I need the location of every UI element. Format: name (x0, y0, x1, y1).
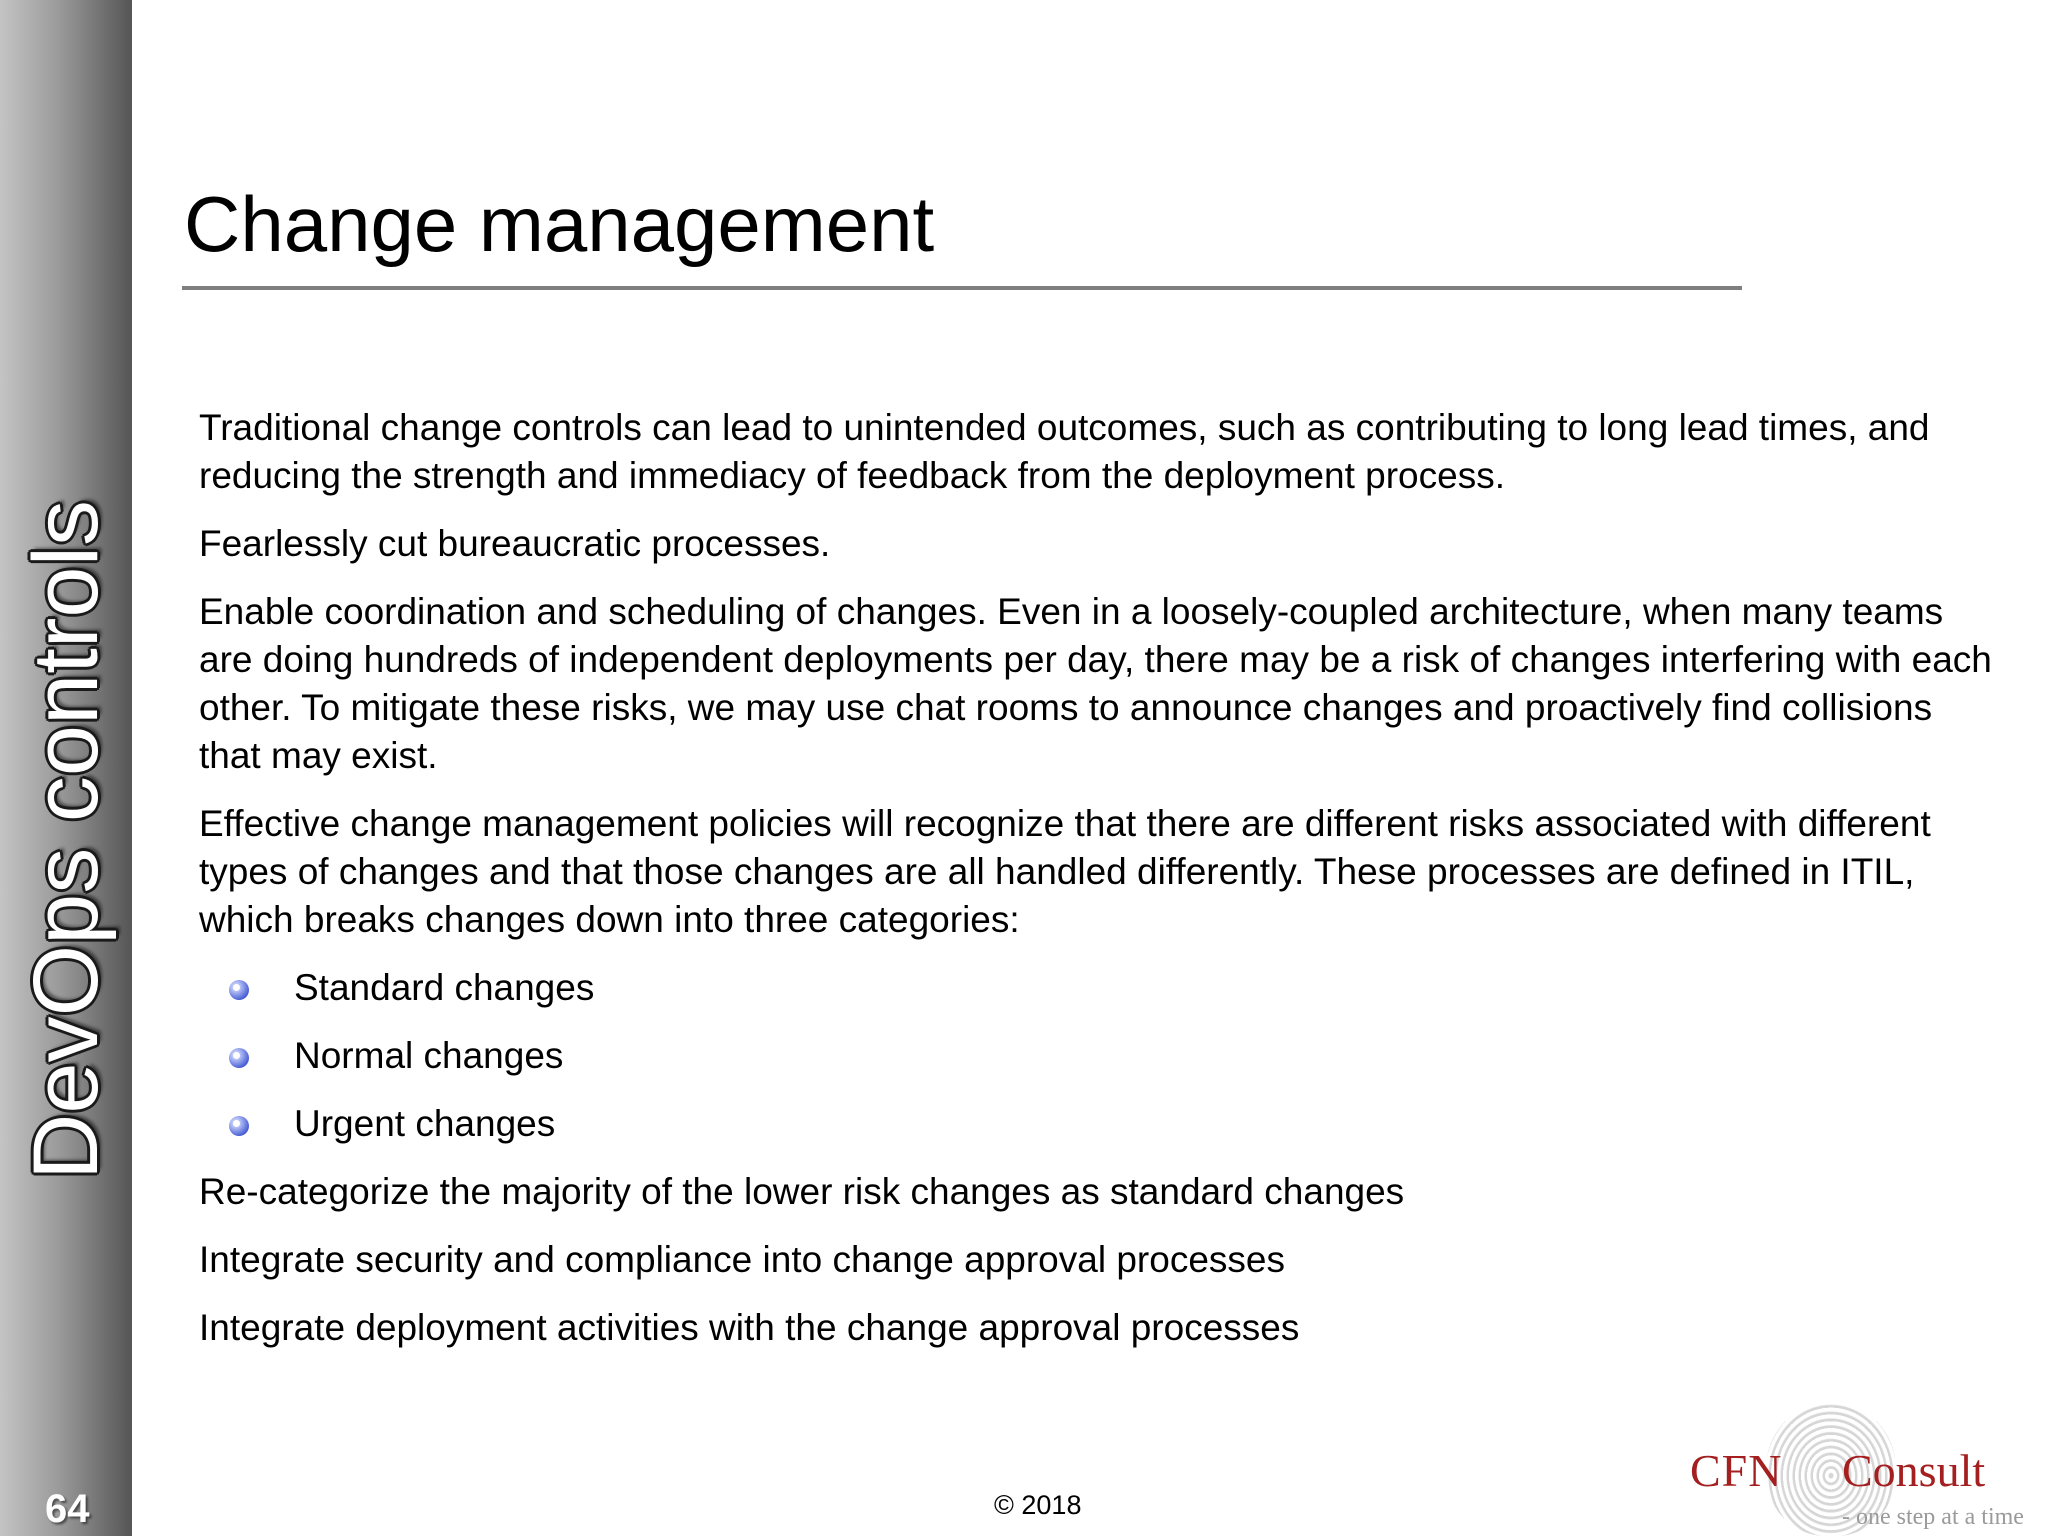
body-paragraph: Re-categorize the majority of the lower risk changes as standard changes (199, 1171, 1405, 1212)
company-logo (1690, 1400, 2048, 1536)
title-divider (182, 286, 1742, 290)
body-paragraph: Traditional change controls can lead to unintended outcomes, such as contributing to long lead times, and reducing the strength and immediacy of feedback from the deployment process. (199, 407, 1930, 496)
sidebar (0, 0, 132, 1536)
bullet-item-urgent (199, 1100, 1999, 1148)
body-paragraph: Fearlessly cut bureaucratic processes. (199, 523, 831, 564)
body-paragraph: Integrate security and compliance into change approval processes (199, 1239, 1285, 1280)
slide-title: Change management (184, 180, 935, 268)
body-paragraph: Enable coordination and scheduling of changes. Even in a loosely-coupled architecture, when many teams are doing hundreds of independent deployments per day, there may be a risk of changes interfering with each other. To mitigate these risks, we may use chat rooms to announce changes and proactively find collisions that may exist. (199, 591, 1992, 776)
bullet-label: Standard changes (294, 967, 595, 1008)
logo-text-left: CFN (1690, 1445, 1783, 1496)
body-paragraph: Integrate deployment activities with the change approval processes (199, 1307, 1300, 1348)
bullet-label: Normal changes (294, 1035, 564, 1076)
bullet-item-standard (199, 964, 1999, 1012)
bullet-item-normal (199, 1032, 1999, 1080)
bullet-label: Urgent changes (294, 1103, 556, 1144)
bullet-circle-icon (229, 980, 249, 1000)
body-paragraph: Effective change management policies will recognize that there are different risks associated with different types of changes and that those changes are all handled differently. These processes are defined in ITIL, which breaks changes down into three categories: (199, 803, 1931, 940)
bullet-circle-icon (229, 1116, 249, 1136)
logo-text-right: Consult (1842, 1445, 1986, 1496)
sidebar-section-label: DevOps controls (15, 499, 117, 1181)
bullet-circle-icon (229, 1048, 249, 1068)
copyright-notice: © 2018 (994, 1490, 1082, 1520)
page-number: 64 (45, 1487, 90, 1531)
logo-tagline: - one step at a time (1842, 1504, 2024, 1530)
slide-body (199, 404, 1999, 1372)
